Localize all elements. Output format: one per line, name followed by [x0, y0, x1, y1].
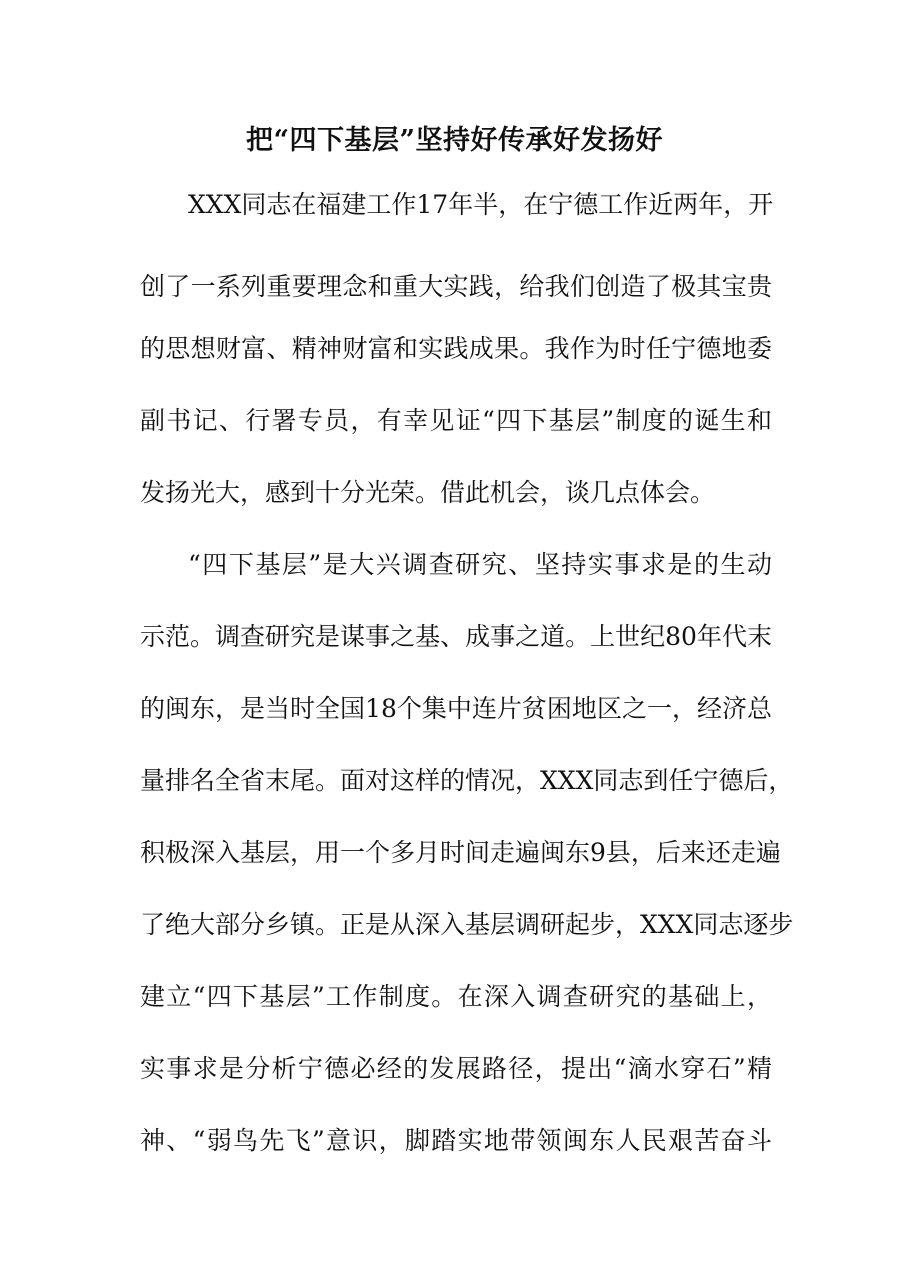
paragraph-2-line-1: “四下基层”是大兴调查研究、坚持实事求是的生动 [188, 550, 772, 579]
paragraph-1-line-1: XXX同志在福建工作17年半，在宁德工作近两年，开 [188, 190, 774, 219]
paragraph-2-line-9: 神、“弱鸟先飞”意识，脚踏实地带领闽东人民艰苦奋斗 [140, 1126, 772, 1155]
paragraph-1-line-3: 的思想财富、精神财富和实践成果。我作为时任宁德地委 [140, 334, 772, 363]
paragraph-2-line-7: 建立“四下基层”工作制度。在深入调查研究的基础上， [140, 982, 772, 1011]
document-title: 把“四下基层”坚持好传承好发扬好 [245, 125, 664, 156]
paragraph-2-line-5: 积极深入基层，用一个多月时间走遍闽东9县，后来还走遍 [140, 838, 781, 867]
paragraph-2-line-6: 了绝大部分乡镇。正是从深入基层调研起步，XXX同志逐步 [140, 910, 794, 939]
paragraph-2-line-4: 量排名全省末尾。面对这样的情况，XXX同志到任宁德后， [140, 766, 794, 795]
paragraph-1-line-4: 副书记、行署专员，有幸见证“四下基层”制度的诞生和 [140, 406, 772, 435]
paragraph-2-line-8: 实事求是分析宁德必经的发展路径，提出“滴水穿石”精 [140, 1054, 772, 1083]
paragraph-2-line-3: 的闽东，是当时全国18个集中连片贫困地区之一，经济总 [140, 694, 772, 723]
paragraph-1-line-5: 发扬光大，感到十分光荣。借此机会，谈几点体会。 [140, 478, 716, 507]
paragraph-2-line-2: 示范。调查研究是谋事之基、成事之道。上世纪80年代末 [140, 622, 772, 651]
paragraph-1-line-2: 创了一系列重要理念和重大实践，给我们创造了极其宝贵 [140, 272, 772, 301]
